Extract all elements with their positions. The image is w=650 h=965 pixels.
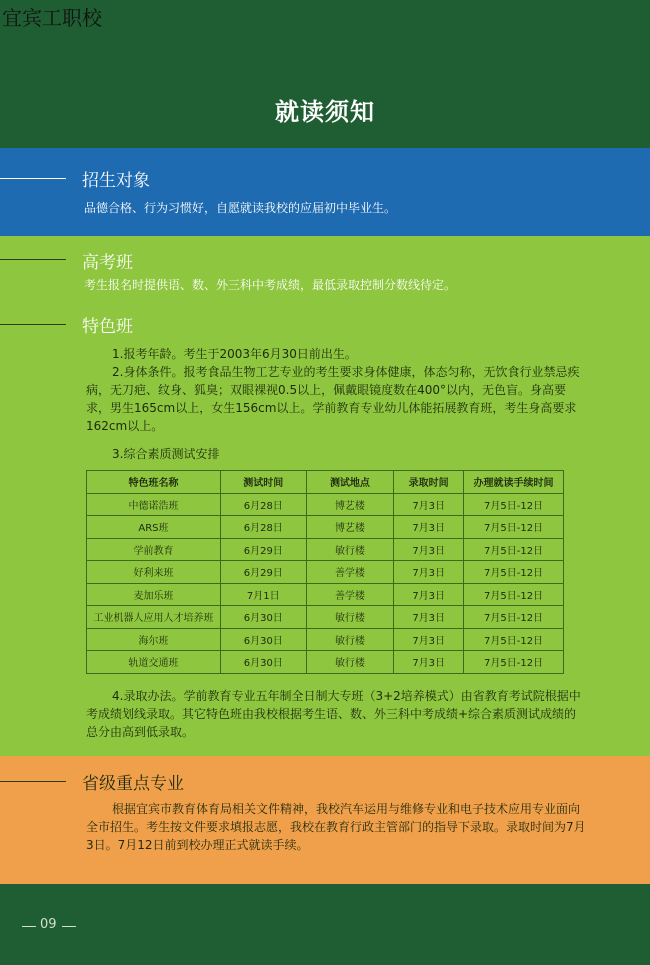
table-header-cell: 特色班名称 [87, 471, 221, 494]
table-cell: 7月5日-12日 [464, 583, 564, 606]
table-cell: 工业机器人应用人才培养班 [87, 606, 221, 629]
special-item-body: 2.身体条件。报考食品生物工艺专业的考生要求身体健康，体态匀称，无饮食行业禁忌疾病，无刀疤、纹身、狐臭；双眼裸视0.5以上，佩戴眼镜度数在400°以内，无色盲。身高要求，男生165cm以上，女生156cm以上。学前教育专业幼儿体能拓展教育班，考生身高要求162cm以上。 [86, 365, 580, 433]
section-divider-line [0, 178, 66, 179]
table-cell: 7月3日 [394, 516, 464, 539]
gaokao-section-title: 高考班 [82, 253, 133, 273]
table-cell: 7月3日 [394, 538, 464, 561]
page-title: 就读须知 [275, 98, 375, 126]
table-cell: 敏行楼 [306, 651, 394, 674]
table-cell: 7月5日-12日 [464, 628, 564, 651]
section-divider-line [0, 324, 66, 325]
table-cell: 海尔班 [87, 628, 221, 651]
table-cell: 敏行楼 [306, 628, 394, 651]
table-cell: 敏行楼 [306, 606, 394, 629]
table-cell: 7月3日 [394, 583, 464, 606]
table-cell: 善学楼 [306, 561, 394, 584]
table-cell: 敏行楼 [306, 538, 394, 561]
gaokao-section-text: 考生报名时提供语、数、外三科中考成绩，最低录取控制分数线待定。 [84, 278, 457, 292]
table-cell: 7月1日 [220, 583, 306, 606]
table-cell: 7月5日-12日 [464, 493, 564, 516]
section-divider-line [0, 259, 66, 260]
special-section-title: 特色班 [82, 317, 133, 337]
table-row [87, 628, 564, 651]
table-row [87, 561, 564, 584]
table-cell: 7月5日-12日 [464, 538, 564, 561]
table-cell: 好利来班 [87, 561, 221, 584]
table-cell: 中德诺浩班 [87, 493, 221, 516]
table-cell: 善学楼 [306, 583, 394, 606]
table-header-cell: 测试时间 [220, 471, 306, 494]
special-item-admission: 4.录取办法。学前教育专业五年制全日制大专班（3+2培养模式）由省教育考试院根据中考成绩划线录取。其它特色班由我校根据考生语、数、外三科中考成绩+综合素质测试成绩的总分由高到低录取。 [86, 689, 581, 739]
special-item-schedule-title: 3.综合素质测试安排 [112, 447, 220, 461]
schedule-table [86, 470, 564, 674]
watermark: 宜宾工职校 [2, 6, 102, 30]
page-number-line [22, 926, 36, 927]
table-cell: 7月3日 [394, 493, 464, 516]
provincial-section-title: 省级重点专业 [82, 774, 184, 794]
table-cell: 博艺楼 [306, 493, 394, 516]
table-cell: 6月28日 [220, 493, 306, 516]
table-row [87, 538, 564, 561]
table-cell: 学前教育 [87, 538, 221, 561]
table-cell: 7月5日-12日 [464, 561, 564, 584]
table-header-cell: 测试地点 [306, 471, 394, 494]
table-row [87, 493, 564, 516]
table-cell: 6月30日 [220, 651, 306, 674]
footer-band [0, 884, 650, 965]
provincial-section-text: 根据宜宾市教育体育局相关文件精神，我校汽车运用与维修专业和电子技术应用专业面向全市招生。考生按文件要求填报志愿，我校在教育行政主管部门的指导下录取。录取时间为7月3日。7月12日前到校办理正式就读手续。 [86, 802, 586, 852]
table-cell: 7月5日-12日 [464, 606, 564, 629]
table-cell: 6月30日 [220, 606, 306, 629]
target-section-title: 招生对象 [82, 171, 150, 191]
target-section [0, 148, 650, 236]
table-header-row [87, 471, 564, 494]
table-cell: 6月29日 [220, 538, 306, 561]
table-cell: 6月28日 [220, 516, 306, 539]
table-cell: 7月3日 [394, 606, 464, 629]
table-row [87, 516, 564, 539]
table-cell: 6月29日 [220, 561, 306, 584]
page-number: 09 [40, 917, 57, 932]
page-number-line [62, 926, 76, 927]
section-divider-line [0, 781, 66, 782]
table-cell: 6月30日 [220, 628, 306, 651]
table-cell: 7月5日-12日 [464, 651, 564, 674]
table-cell: 博艺楼 [306, 516, 394, 539]
table-header-cell: 办理就读手续时间 [464, 471, 564, 494]
table-cell: 7月5日-12日 [464, 516, 564, 539]
table-header-cell: 录取时间 [394, 471, 464, 494]
table-cell: 7月3日 [394, 561, 464, 584]
table-cell: 7月3日 [394, 651, 464, 674]
table-cell: 轨道交通班 [87, 651, 221, 674]
table-row [87, 606, 564, 629]
table-cell: ARS班 [87, 516, 221, 539]
special-item-age: 1.报考年龄。考生于2003年6月30日前出生。 [112, 347, 357, 361]
table-cell: 麦加乐班 [87, 583, 221, 606]
target-section-text: 品德合格、行为习惯好，自愿就读我校的应届初中毕业生。 [84, 201, 397, 215]
table-cell: 7月3日 [394, 628, 464, 651]
table-row [87, 651, 564, 674]
table-row [87, 583, 564, 606]
